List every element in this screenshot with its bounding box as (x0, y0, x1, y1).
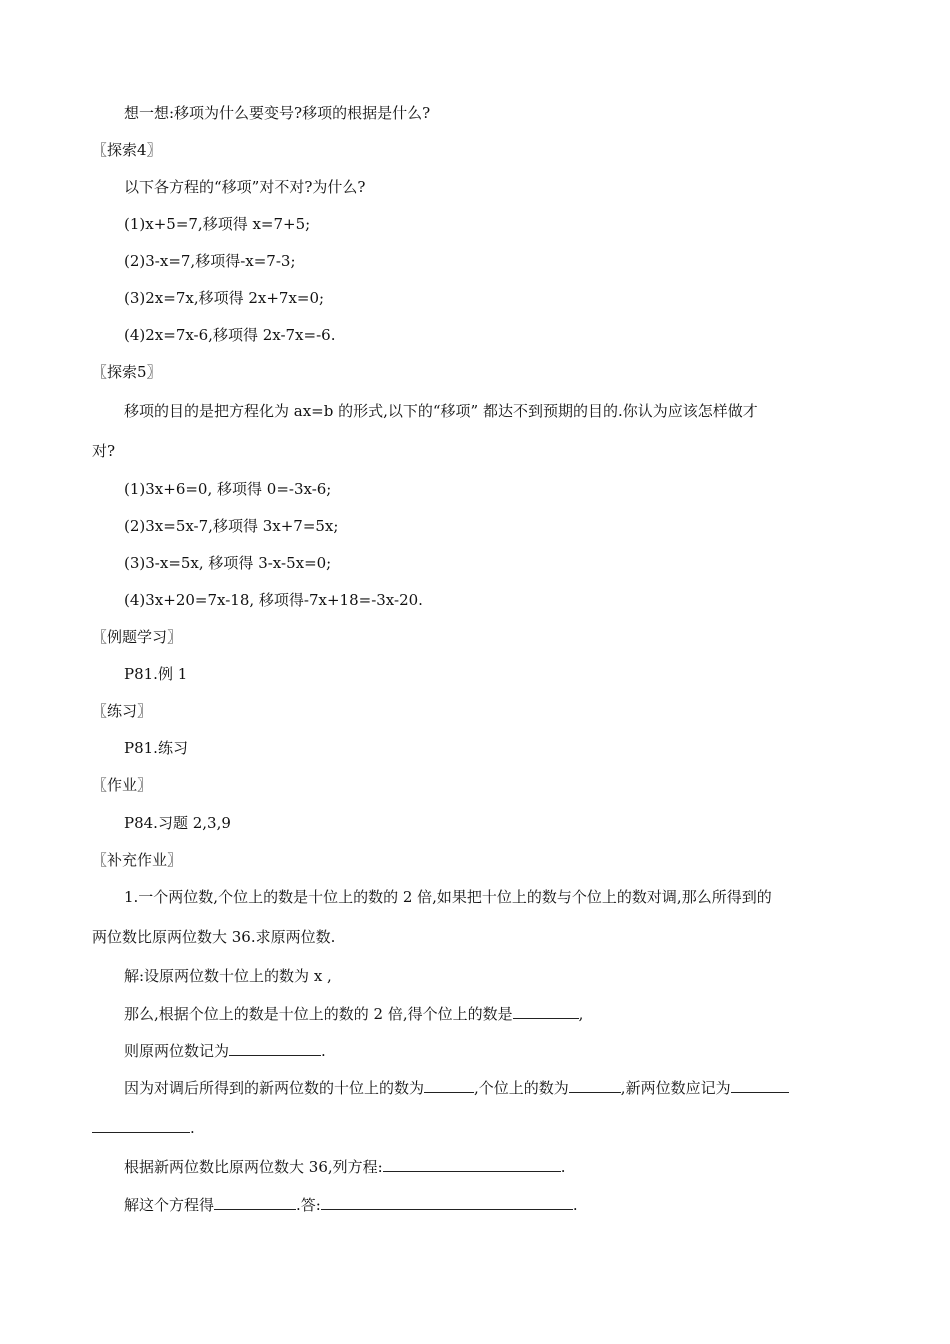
punct: . (190, 1119, 195, 1137)
punct: . (572, 1196, 578, 1214)
heading-explore-4: 〖探索4〗 (92, 141, 162, 159)
solution-swap-line (124, 1078, 789, 1098)
explore4-item-3: (3)2x=7x,移项得 2x+7x=0; (124, 289, 325, 307)
solution-units-text: 那么,根据个位上的数是十位上的数的 2 倍,得个位上的数是 (124, 1005, 513, 1023)
heading-example: 〖例题学习〗 (92, 628, 183, 646)
solution-answer-label: .答: (296, 1196, 321, 1214)
blank-equation[interactable] (383, 1157, 561, 1172)
heading-practice: 〖练习〗 (92, 702, 153, 720)
problem-1-text-cont: 两位数比原两位数大 36.求原两位数. (92, 928, 336, 946)
blank-new-tens[interactable] (424, 1078, 474, 1093)
explore5-item-1: (1)3x+6=0, 移项得 0=-3x-6; (124, 480, 332, 498)
blank-new-number-cont[interactable] (92, 1118, 190, 1133)
explore5-item-2: (2)3x=5x-7,移项得 3x+7=5x; (124, 517, 339, 535)
solution-answer-line (124, 1195, 578, 1215)
blank-new-number[interactable] (731, 1078, 789, 1093)
heading-explore-5: 〖探索5〗 (92, 363, 162, 381)
punct: , (578, 1005, 584, 1023)
blank-answer[interactable] (321, 1195, 573, 1210)
explore4-item-2: (2)3-x=7,移项得-x=7-3; (124, 252, 296, 270)
solution-original-line (124, 1041, 326, 1061)
solution-units-line (124, 1004, 583, 1024)
problem-1-text: 1.一个两位数,个位上的数是十位上的数的 2 倍,如果把十位上的数与个位上的数对调,那么所得到的 (124, 888, 772, 906)
explore5-item-3: (3)3-x=5x, 移项得 3-x-5x=0; (124, 554, 332, 572)
solution-swap-text-1: 因为对调后所得到的新两位数的十位上的数为 (124, 1079, 425, 1097)
solution-original-text: 则原两位数记为 (124, 1042, 230, 1060)
example-ref: P81.例 1 (124, 665, 188, 683)
think-question: 想一想:移项为什么要变号?移项的根据是什么? (124, 104, 431, 122)
solution-let: 解:设原两位数十位上的数为 x , (124, 967, 332, 985)
solution-swap-cont (92, 1118, 195, 1138)
blank-units-digit[interactable] (513, 1004, 579, 1019)
solution-equation-text: 根据新两位数比原两位数大 36,列方程: (124, 1158, 383, 1176)
punct: . (321, 1042, 326, 1060)
blank-new-units[interactable] (569, 1078, 621, 1093)
explore5-prompt: 移项的目的是把方程化为 ax=b 的形式,以下的“移项” 都达不到预期的目的.你认为应该怎样做才 (124, 402, 758, 420)
solution-equation-line (124, 1157, 565, 1177)
explore5-prompt-cont: 对? (92, 442, 116, 460)
explore4-item-1: (1)x+5=7,移项得 x=7+5; (124, 215, 311, 233)
explore4-item-4: (4)2x=7x-6,移项得 2x-7x=-6. (124, 326, 336, 344)
blank-solution[interactable] (214, 1195, 296, 1210)
solution-solve-text: 解这个方程得 (124, 1196, 215, 1214)
heading-supplementary: 〖补充作业〗 (92, 851, 183, 869)
explore4-prompt: 以下各方程的“移项”对不对?为什么? (124, 178, 366, 196)
heading-homework: 〖作业〗 (92, 776, 153, 794)
solution-swap-text-2: ,个位上的数为 (474, 1079, 569, 1097)
homework-ref: P84.习题 2,3,9 (124, 814, 231, 832)
solution-swap-text-3: ,新两位数应记为 (620, 1079, 731, 1097)
practice-ref: P81.练习 (124, 739, 188, 757)
punct: . (560, 1158, 566, 1176)
blank-original-number[interactable] (229, 1041, 321, 1056)
explore5-item-4: (4)3x+20=7x-18, 移项得-7x+18=-3x-20. (124, 591, 423, 609)
